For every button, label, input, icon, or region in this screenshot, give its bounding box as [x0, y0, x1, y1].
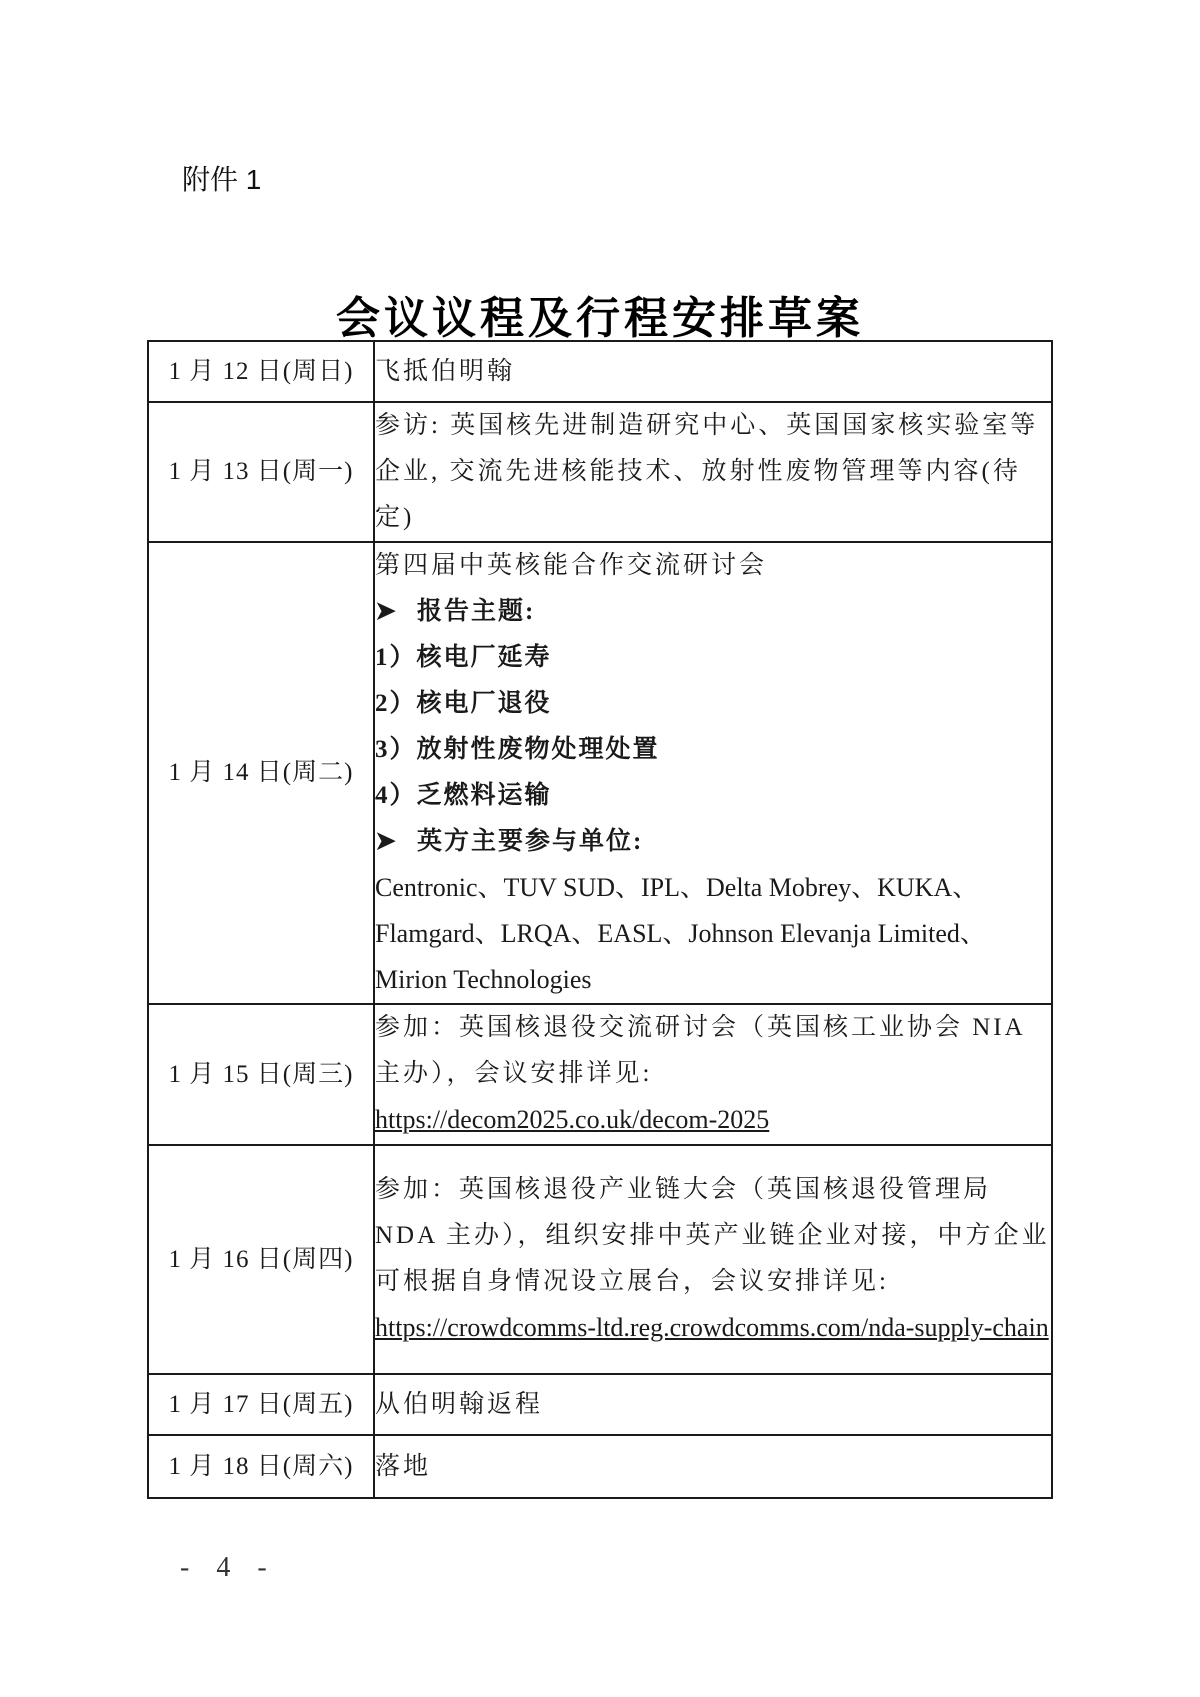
- content-cell: [374, 542, 1052, 1004]
- table-row: [148, 1374, 1052, 1435]
- event-link[interactable]: https://decom2025.co.uk/decom-2025: [375, 1105, 770, 1134]
- participants-heading: 英方主要参与单位:: [417, 828, 644, 855]
- topics-heading: 报告主题:: [417, 598, 536, 625]
- participants-heading-line: [375, 819, 1051, 865]
- event-description: 参加：英国核退役交流研讨会（英国核工业协会 NIA 主办），会议安排详见:: [375, 1014, 1025, 1087]
- date-cell: 1 月 13 日(周一): [148, 402, 374, 542]
- arrowhead-bullet-icon: ➤: [375, 828, 398, 855]
- date-cell: 1 月 15 日(周三): [148, 1004, 374, 1145]
- agenda-table: [147, 340, 1053, 1499]
- topic-item: 4）乏燃料运输: [375, 782, 552, 809]
- event-link[interactable]: https://crowdcomms-ltd.reg.crowdcomms.com/nda-supply-chain: [375, 1313, 1049, 1342]
- topics-heading-line: [375, 589, 1051, 635]
- page-title: 会议议程及行程安排草案: [336, 293, 864, 344]
- participants-list: Centronic、TUV SUD、IPL、Delta Mobrey、KUKA、Flamgard、LRQA、EASL、Johnson Elevanja Limited、Mirion Technologies: [375, 873, 986, 994]
- table-row: [148, 341, 1052, 402]
- event-name: 第四届中英核能合作交流研讨会: [375, 552, 768, 579]
- topic-item: 2）核电厂退役: [375, 690, 552, 717]
- topic-item: 1）核电厂延寿: [375, 644, 552, 671]
- table-row: [148, 1145, 1052, 1374]
- attachment-label: 附件 1: [182, 164, 262, 195]
- table-row: [148, 1435, 1052, 1498]
- content-cell: [374, 1145, 1052, 1374]
- table-row: [148, 402, 1052, 542]
- date-cell: 1 月 12 日(周日): [148, 341, 374, 402]
- content-cell: [374, 1004, 1052, 1145]
- content-cell: 从伯明翰返程: [374, 1374, 1052, 1435]
- page-number: - 4 -: [180, 1552, 277, 1583]
- date-cell: 1 月 17 日(周五): [148, 1374, 374, 1435]
- content-cell: 落地: [374, 1435, 1052, 1498]
- table-row: [148, 542, 1052, 1004]
- date-cell: 1 月 14 日(周二): [148, 542, 374, 1004]
- topic-item: 3）放射性废物处理处置: [375, 736, 660, 763]
- event-description: 参加：英国核退役产业链大会（英国核退役管理局 NDA 主办），组织安排中英产业链企业对接，中方企业可根据自身情况设立展台，会议安排详见:: [375, 1176, 1050, 1295]
- arrowhead-bullet-icon: ➤: [375, 598, 398, 625]
- table-row: [148, 1004, 1052, 1145]
- content-cell: 飞抵伯明翰: [374, 341, 1052, 402]
- date-cell: 1 月 16 日(周四): [148, 1145, 374, 1374]
- date-cell: 1 月 18 日(周六): [148, 1435, 374, 1498]
- content-cell: 参访: 英国核先进制造研究中心、英国国家核实验室等企业, 交流先进核能技术、放射性废物管理等内容(待定): [374, 402, 1052, 542]
